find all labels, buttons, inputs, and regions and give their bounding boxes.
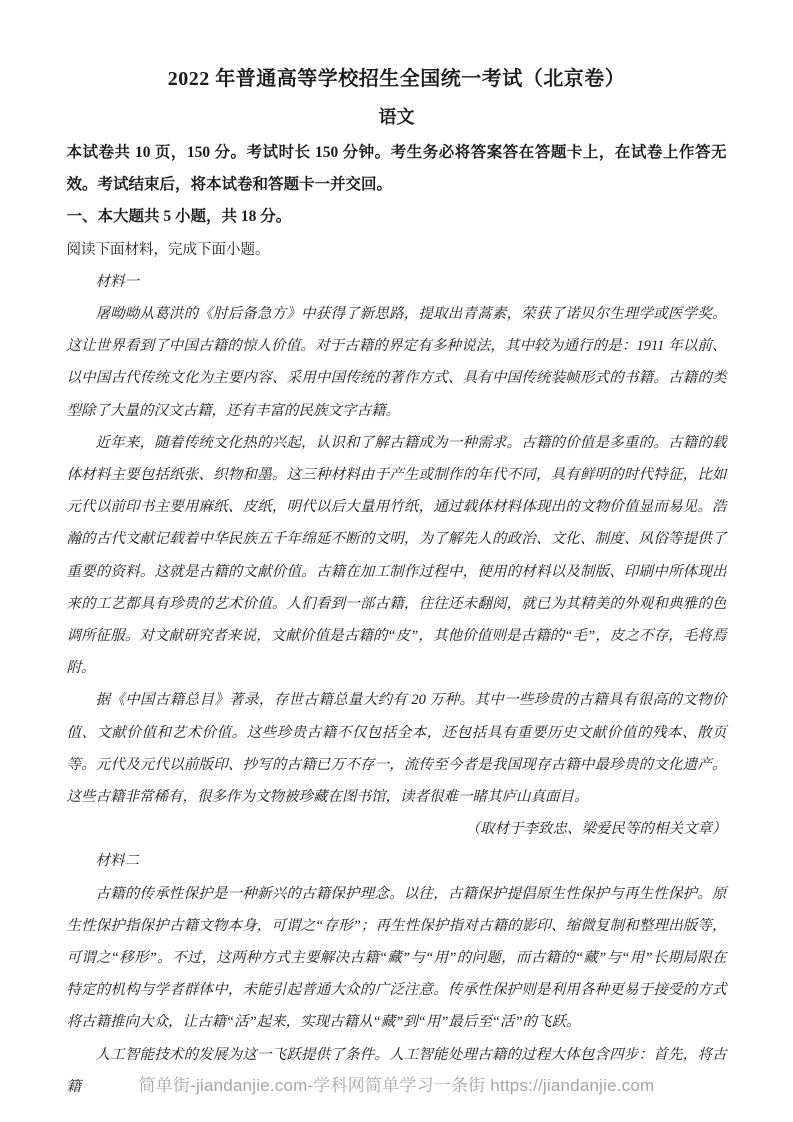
material-two-paragraph-1: 古籍的传承性保护是一种新兴的古籍保护理念。以往，古籍保护提倡原生性保护与再生性保护。原生性保护指保护古籍文物本身，可谓之“存形”；再生性保护指对古籍的影印、缩微复制和整理出版等，可谓之“移形”。不过，这两种方式主要解决古籍“藏”与“用”的问题，而古籍的“藏”与“用”长期局限在特定的机构与学者群体中，未能引起普通大众的广泛注意。传承性保护则是利用各种更易于接受的方式将古籍推向大众，让古籍“活”起来，实现古籍从“藏”到“用”最后至“活”的飞跃。	[66, 885, 727, 1031]
material-one-paragraph-2: 近年来，随着传统文化热的兴起，认识和了解古籍成为一种需求。古籍的价值是多重的。古籍的载体材料主要包括纸张、织物和墨。这三种材料由于产生或制作的年代不同，具有鲜明的时代特征，比如元代以前印书主要用麻纸、皮纸，明代以后大量用竹纸，通过载体材料体现出的文物价值显而易见。浩瀚的古代文献记载着中华民族五千年绵延不断的文明，为了解先人的政治、文化、制度、风俗等提供了重要的资料。这就是古籍的文献价值。古籍在加工制作过程中，使用的材料以及制版、印刷中所体现出来的工艺都具有珍贵的艺术价值。人们看到一部古籍，往往还未翻阅，就已为其精美的外观和典雅的色调所征服。对文献研究者来说，文献价值是古籍的“皮”，其他价值则是古籍的“毛”，皮之不存，毛将焉附。	[66, 434, 727, 677]
material-one-paragraph-3: 据《中国古籍总目》著录，存世古籍总量大约有 20 万种。其中一些珍贵的古籍具有很高的文物价值、文献价值和艺术价值。这些珍贵古籍不仅包括全本，还包括具有重要历史文献价值的残本、散页等。元代及元代以前版印、抄写的古籍已万不存一，流传至今者是我国现存古籍中最珍贵的文化遗产。这些古籍非常稀有，很多作为文物被珍藏在图书馆，读者很难一睹其庐山真面目。	[66, 692, 727, 806]
material-one-label: 材料一	[95, 273, 139, 290]
reading-prompt: 阅读下面材料，完成下面小题。	[66, 241, 270, 258]
material-one-paragraph-1: 屠呦呦从葛洪的《肘后备急方》中获得了新思路，提取出青蒿素，荣获了诺贝尔生理学或医学奖。这让世界看到了中国古籍的惊人价值。对于古籍的界定有多种说法，其中较为通行的是：1911 年以前、以中国古代传统文化为主要内容、采用中国传统的著作方式、具有中国传统装帧形式的书籍。古籍的类型除了大量的汉文古籍，还有丰富的民族文字古籍。	[66, 306, 727, 419]
document-content	[67, 0, 727, 1103]
material-two-label: 材料二	[95, 853, 139, 870]
material-two-paragraph-2: 人工智能技术的发展为这一飞跃提供了条件。人工智能处理古籍的过程大体包含四步：首先，将古籍	[66, 1046, 727, 1095]
exam-title: 2022 年普通高等学校招生全国统一考试（北京卷）	[167, 68, 626, 90]
material-one-attribution: （取材于李致忠、梁爱民等的相关文章）	[465, 821, 727, 838]
exam-text-flow	[67, 137, 727, 1103]
exam-subject-title: 语文	[378, 107, 415, 127]
exam-instructions: 本试卷共 10 页，150 分。考试时长 150 分钟。考生务必将答案答在答题卡上，在试卷上作答无效。考试结束后，将本试卷和答题卡一并交回。	[66, 144, 727, 194]
watermark-footer: 简单街-jiandanjie.com-学科网简单学习一条街 https://jiandanjie.com	[138, 1076, 655, 1095]
section-one-heading: 一、本大题共 5 小题，共 18 分。	[66, 208, 292, 226]
